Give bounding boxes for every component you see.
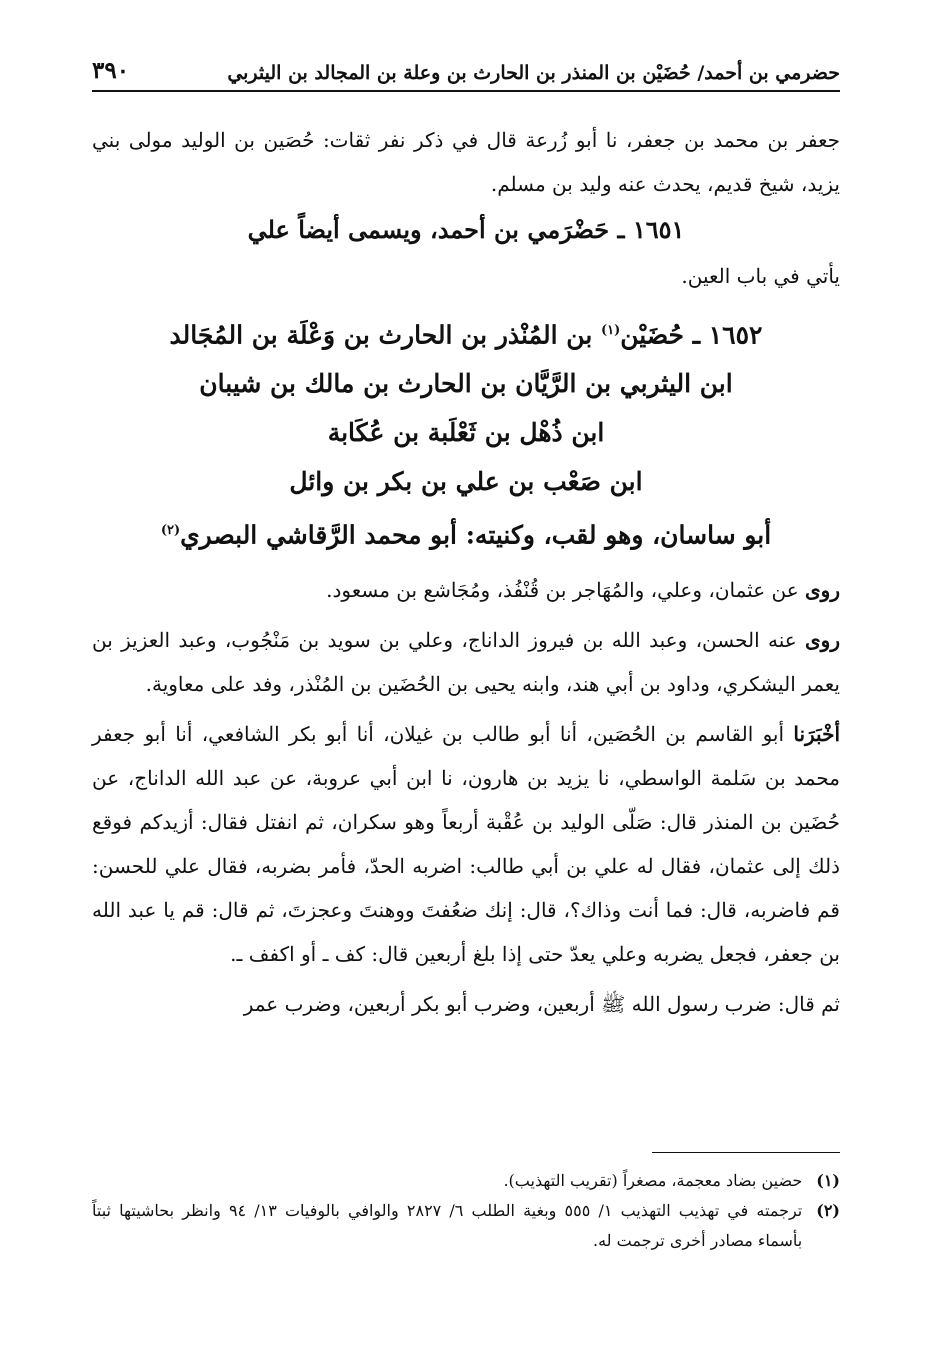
footnote-text: ترجمته في تهذيب التهذيب ١/ ٥٥٥ وبغية الطلب ٦/ ٢٨٢٧ والوافي بالوفيات ١٣/ ٩٤ وانظر بحاشيتها ثبتاً بأسماء مصادر أخرى ترجمت له.: [92, 1201, 803, 1250]
entry-1652-heading-line-2: ابن اليثربي بن الرَّيَّان بن الحارث بن مالك بن شيبان: [199, 369, 733, 399]
akhbarana-paragraph: [92, 712, 840, 976]
page-body: [92, 118, 840, 1026]
footnote-1: [92, 1166, 840, 1196]
footnote-number: (٢): [816, 1201, 840, 1220]
intro-paragraph: جعفر بن محمد بن جعفر، نا أبو زُرعة قال في ذكر نفر ثقات: حُصَين بن الوليد مولى بني يزيد، شيخ قديم، يحدث عنه وليد بن مسلم.: [92, 128, 840, 196]
narrated-by-paragraph: [92, 618, 840, 706]
entry-1652-heading-line-5: [92, 506, 840, 559]
narrated-by-text: عنه الحسن، وعبد الله بن فيروز الداناج، وعلي بن سويد بن مَنْجُوب، وعبد العزيز بن يعمر اليشكري، وداود بن أبي هند، وابنه يحيى بن الحُضَين بن المُنْذر، وفد على معاوية.: [92, 627, 840, 696]
footnote-2: [92, 1196, 840, 1256]
entry-1652-heading-line-4: ابن صَعْب بن علي بن بكر بن وائل: [289, 467, 643, 497]
entry-1652-heading-line-3: ابن ذُهْل بن ثَعْلَبة بن عُكَابة: [327, 418, 605, 448]
entry-1651-text: يأتي في باب العين.: [681, 264, 840, 288]
footnote-text: حضين بضاد معجمة، مصغراً (تقريب التهذيب).: [503, 1171, 803, 1190]
entry-1652-kunya: أبو ساسان، وهو لقب، وكنيته: أبو محمد الرَّقاشي البصري: [180, 520, 772, 550]
running-title: حضرمي بن أحمد/ حُضَيْن بن المنذر بن الحارث بن وعلة بن المجالد بن اليثربي: [227, 62, 840, 84]
footnote-divider: [652, 1152, 840, 1153]
akhbarana-text: أبو القاسم بن الحُصَين، أنا أبو طالب بن غيلان، أنا أبو بكر الشافعي، أنا أبو جعفر محمد بن سَلمة الواسطي، نا يزيد بن هارون، نا ابن أبي عروبة، عن عبد الله الداناج، عن حُضَين بن المنذر قال: صَلّى الوليد بن عُقْبة أربعاً وهو سكران، ثم انفتل فقال: أزيدكم فوقع ذلك إلى عثمان، فقال له علي بن أبي طالب: اضربه الحدّ، فأمر بضربه، فقال علي للحسن: قم فاضربه، قال: فما أنت وذاك؟، قال: إنك ضعُفتَ ووهنتَ وعجزتَ، ثم قال: قم يا عبد الله بن جعفر، فجعل يضربه وعلي يعدّ حتى إذا بلغ أربعين قال: كف ـ أو اكفف ـ.: [92, 721, 840, 966]
entry-1652-lineage: بن المُنْذر بن الحارث بن وَعْلَة بن المُجَالد: [169, 320, 601, 350]
narrated-from-text: عن عثمان، وعلي، والمُهَاجر بن قُنْفُذ، ومُجَاشع بن مسعود.: [326, 577, 806, 602]
footnote-ref-2[interactable]: (٢): [160, 523, 181, 539]
footnote-ref-1[interactable]: (١): [600, 323, 621, 338]
narrated-from-paragraph: [92, 568, 840, 612]
entry-1652-number-name: ١٦٥٢ ـ حُضَيْن: [620, 320, 763, 350]
footnote-number: (١): [816, 1171, 840, 1190]
narrated-from-lead: روى: [805, 577, 840, 602]
page-header: [92, 52, 840, 92]
last-paragraph: ثم قال: ضرب رسول الله ﷺ أربعين، وضرب أبو بكر أربعين، وضرب عمر: [243, 991, 840, 1016]
entry-1652-heading-line-1: [92, 306, 840, 359]
akhbarana-lead: أخْبَرَنا: [793, 721, 840, 746]
page-number: ٣٩٠: [92, 57, 130, 84]
narrated-by-lead: روى: [805, 627, 840, 652]
footnotes: [92, 1166, 840, 1256]
entry-1651-heading: ١٦٥١ ـ حَضْرَمي بن أحمد، ويسمى أيضاً علي: [247, 215, 685, 244]
